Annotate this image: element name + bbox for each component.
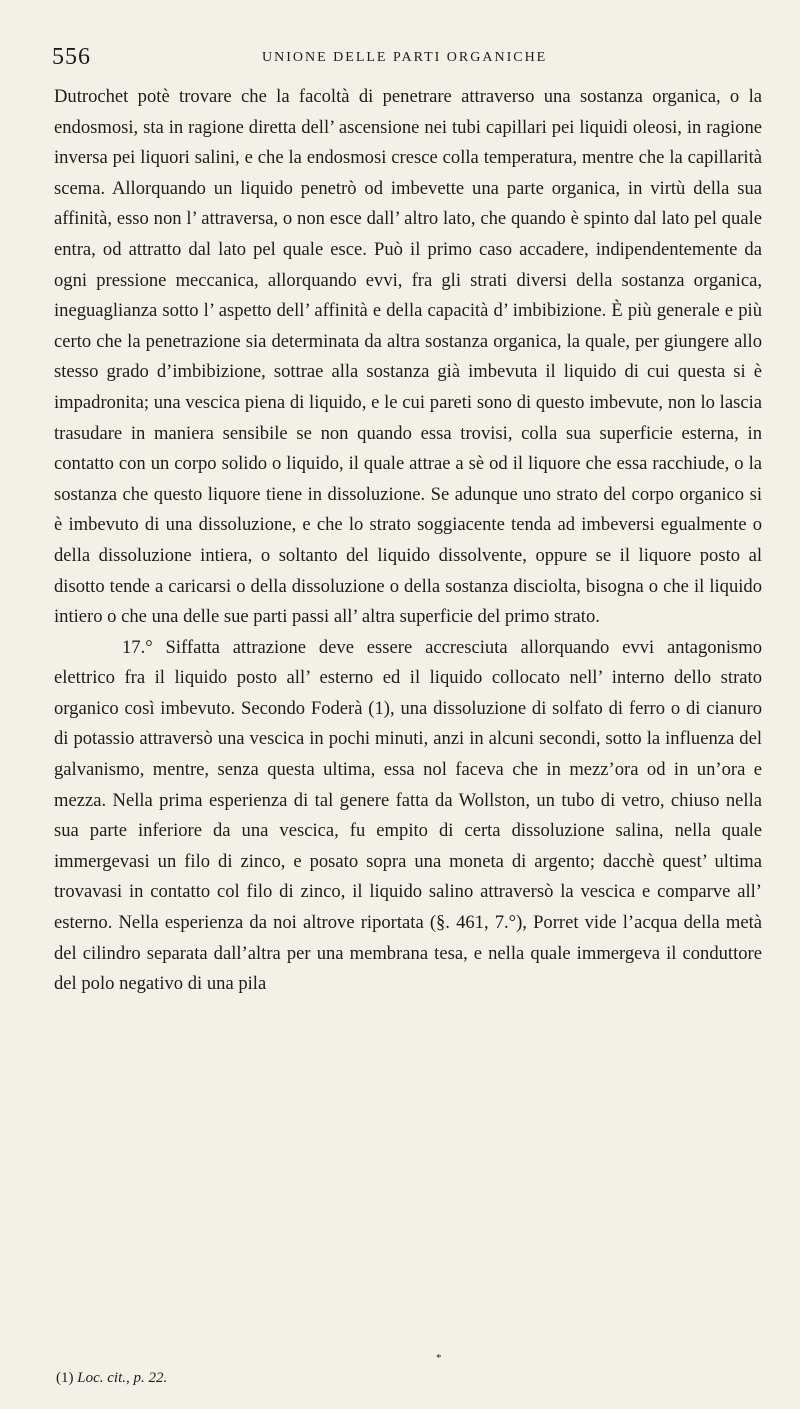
footnote-marker: * [436,1352,442,1364]
footnote [56,1370,167,1387]
page-number: 556 [52,44,91,70]
footnote-number: (1) [56,1370,74,1386]
footnote-citation: Loc. cit., p. 22. [77,1370,168,1386]
paragraph-17: 17.° Siffatta attrazione deve essere accresciuta allorquando evvi antagonismo elettrico fra il liquido posto all’ esterno ed il liquido collocato nell’ interno dello strato organico così imbevuto. Secondo Foderà (1), una dissoluzione di solfato di ferro o di cianuro di potassio attraversò una vescica in pochi minuti, anzi in alcuni secondi, sotto la influenza del galvanismo, mentre, senza questa ultima, essa nol faceva che in mezz’ora od in un’ora e mezza. Nella prima esperienza di tal genere fatta da Wollston, un tubo di vetro, chiuso nella sua parte inferiore da una vescica, fu empito di certa dissoluzione salina, nella quale immergevasi un filo di zinco, e posato sopra una moneta di argento; dacchè quest’ ultima trovavasi in contatto col filo di zinco, il liquido salino attraversò la vescica e comparve all’ esterno. Nella esperienza da noi altrove riportata (§. 461, 7.°), Porret vide l’acqua della metà del cilindro separata dall’altra per una membrana tesa, e nella quale immergeva il conduttore del polo negativo di una pila [54,636,762,995]
running-head [52,44,752,74]
body-text [54,82,762,1000]
paragraph-dutrochet: Dutrochet potè trovare che la facoltà di penetrare attraverso una sostanza organica, o la endosmosi, sta in ragione diretta dell’ ascensione nei tubi capillari pei liquidi oleosi, in ragione inversa pei liquori salini, e che la endosmosi cresce colla temperatura, mentre che la capillarità scema. Allorquando un liquido penetrò od imbevette una parte organica, in virtù della sua affinità, esso non l’ attraversa, o non esce dall’ altro lato, che quando è spinto dal lato pel quale entra, od attratto dal lato pel quale esce. Può il primo caso accadere, indipendentemente da ogni pressione meccanica, allorquando evvi, fra gli strati diversi della sostanza organica, ineguaglianza sotto l’ aspetto dell’ affinità e della capacità d’ imbibizione. È più generale e più certo che la penetrazione sia determinata da altra sostanza organica, la quale, per giungere allo stesso grado d’imbibizione, sottrae alla sostanza già imbevuta il liquido di cui questa si è impadronita; una vescica piena di liquido, e le cui pareti sono di questo imbevute, non lo lascia trasudare in maniera sensibile se non quando essa trovisi, colla sua superficie esterna, in contatto con un corpo solido o liquido, il quale attrae a sè od il liquore che essa racchiude, o la sostanza che questo liquore tiene in dissoluzione. Se adunque uno strato del corpo organico si è imbevuto di una dissoluzione, e che lo strato soggiacente tenda ad imbeversi egualmente o della dissoluzione intiera, o soltanto del liquido dissolvente, oppure se il liquore posto al disotto tende a caricarsi o della dissoluzione o della sostanza disciolta, bisogna o che il liquido intiero o che una delle sue parti passi all’ altra superficie del primo strato. [54,86,762,628]
running-title: UNIONE DELLE PARTI ORGANICHE [262,50,548,65]
